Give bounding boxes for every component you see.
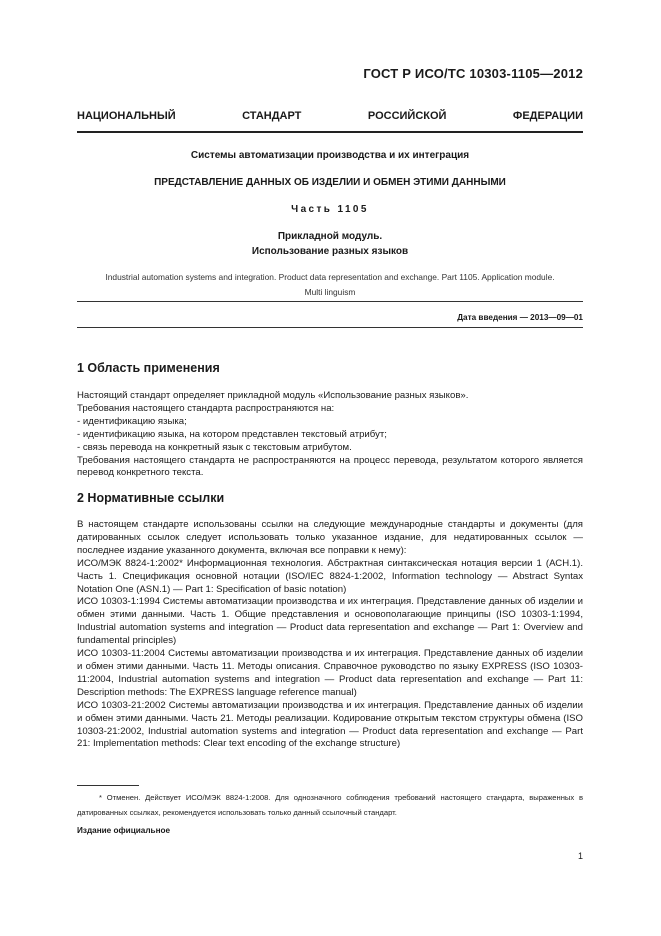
section1-line: - идентификацию языка, на котором представлен текстовый атрибут; [77,428,387,440]
title-rule-bottom [77,327,583,328]
title-rule-top [77,301,583,302]
header-rule [77,131,583,133]
section1-line: - идентификацию языка; [77,415,187,427]
footnote [77,791,583,820]
normative-reference: ИСО/МЭК 8824-1:2002* Информационная технология. Абстрактная синтаксическая нотация версии 1 (АСН.1). Часть 1. Спецификация основной нотации (ISO/IEC 8824-1:2002, Information technology — Abstract Syntax Notation One (ASN.1) — Part 1: Specification of basic notation) [77,557,583,595]
footnote-text: * Отменен. Действует ИСО/МЭК 8824-1:2008. Для однозначного соблюдения требований настоящего стандарта, выраженных в датированных ссылках, рекомендуется использовать только данный ссылочный стандарт. [77,793,583,817]
module-title-line2: Использование разных языков [251,246,409,257]
section2-heading: 2 Нормативные ссылки [77,491,225,505]
national-standard-banner: НАЦИОНАЛЬНЫЙ СТАНДАРТ РОССИЙСКОЙ ФЕДЕРАЦИИ [77,110,583,122]
section1-heading: 1 Область применения [77,361,220,375]
series-title: Системы автоматизации производства и их интеграция [190,150,470,161]
section1-line: Настоящий стандарт определяет прикладной модуль «Использование разных языков». [77,390,469,401]
gost-code: ГОСТ Р ИСО/ТС 10303-1105—2012 [363,66,583,81]
section1-line: Требования настоящего стандарта распространяются на: [77,402,335,414]
english-title-line2: Multi linguism [304,287,356,297]
section2-body [77,519,583,751]
part-number: Часть 1105 [291,204,369,215]
intro-date: Дата введения — 2013—09—01 [457,313,583,322]
normative-reference: ИСО 10303-21:2002 Системы автоматизации производства и их интеграция. Представление данных об изделии и обмен этими данными. Часть 21. Методы реализации. Кодирование открытым текстом структуры обмена (ISO 10303-21:2002, Industrial automation systems and integration — Product data representation and exchange — Part 21: Implementation methods: Clear text encoding of the exchange structure) [77,699,583,750]
normative-reference: ИСО 10303-11:2004 Системы автоматизации производства и их интеграция. Представление данных об изделии и обмен этими данными. Часть 11. Методы описания. Справочное руководство по языку EXPRESS (ISO 10303-11:2004, Industrial automation systems and integration — Product data representation and exchange — Part 11: Description methods: The EXPRESS language reference manual) [77,648,583,698]
english-title [77,270,583,300]
section1-body [77,390,583,480]
normative-reference: ИСО 10303-1:1994 Системы автоматизации производства и их интеграция. Представление данных об изделии и обмен этими данными. Часть 1. Общие представления и основополагающие принципы (ISO 10303-1:1994, Industrial automation systems and integration — Product data representation and exchange — Part 1: Overview and fundamental principles) [77,596,583,647]
page-number: 1 [577,851,583,861]
footnote-rule [77,785,139,786]
main-title: ПРЕДСТАВЛЕНИЕ ДАННЫХ ОБ ИЗДЕЛИИ И ОБМЕН ЭТИМИ ДАННЫМИ [154,177,506,188]
section1-line: Требования настоящего стандарта не распространяются на процесс перевода, результатом которого является перевод конкретного текста. [77,454,583,479]
normative-reference: В настоящем стандарте использованы ссылки на следующие международные стандарты и документы (для датированных ссылок следует использовать только указанное издание, для недатированных ссылок — последнее издание указанного документа, включая все поправки к нему): [77,519,583,556]
english-title-line1: Industrial automation systems and integration. Product data representation and exchange. Part 1105. Application module. [105,272,555,282]
edition-label: Издание официальное [77,826,171,835]
module-title-line1: Прикладной модуль. [277,231,383,242]
section1-line: - связь перевода на конкретный язык с текстовым атрибутом. [77,441,352,453]
